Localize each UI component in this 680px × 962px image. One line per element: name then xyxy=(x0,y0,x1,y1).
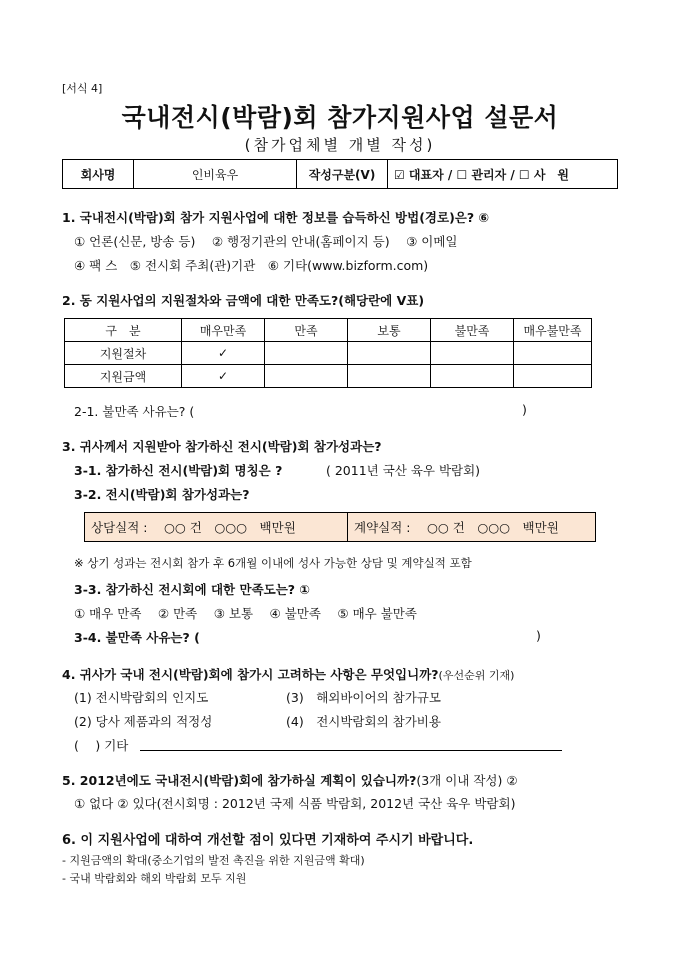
header-satisfied: 만족 xyxy=(265,319,348,342)
performance-table xyxy=(84,512,596,542)
header-very-satisfied: 매우만족 xyxy=(182,319,265,342)
q4-other: ( ) 기타 xyxy=(74,738,129,753)
page-subtitle: (참가업체별 개별 작성) xyxy=(244,136,436,154)
q3-question: 3. 귀사께서 지원받아 참가하신 전시(박람)회 참가성과는? xyxy=(62,439,382,454)
q2-question: 2. 동 지원사업의 지원절차와 금액에 대한 만족도?(해당란에 V표) xyxy=(62,293,425,308)
contract-result[interactable]: 계약실적 : ○○ 건 ○○○ 백만원 xyxy=(348,513,596,542)
empty-cell[interactable] xyxy=(431,365,514,388)
empty-cell[interactable] xyxy=(348,342,431,365)
q4-option-3: (3) 해외바이어의 참가규모 xyxy=(286,690,441,705)
empty-cell[interactable] xyxy=(265,342,348,365)
q3-4-close: ) xyxy=(536,628,541,643)
company-label: 회사명 xyxy=(63,160,134,189)
table-row xyxy=(65,365,592,388)
satisfaction-table xyxy=(64,318,592,388)
q5-question-suffix: (3개 이내 작성) ② xyxy=(416,773,518,788)
header-category: 구 분 xyxy=(65,319,182,342)
q2-1-question: 2-1. 불만족 사유는? ( xyxy=(74,404,195,419)
q1-options-line1: ① 언론(신문, 방송 등) ② 행정기관의 안내(홈페이지 등) ③ 이메일 xyxy=(74,234,458,249)
q3-1-question: 3-1. 참가하신 전시(박람)회 명칭은 ? xyxy=(74,463,283,478)
q6-answer-1: - 지원금액의 확대(중소기업의 발전 촉진을 위한 지원금액 확대) xyxy=(62,854,365,867)
q3-3-question: 3-3. 참가하신 전시회에 대한 만족도는? ① xyxy=(74,582,310,597)
company-value[interactable]: 인비육우 xyxy=(134,160,297,189)
check-mark[interactable]: ✓ xyxy=(182,365,265,388)
empty-cell[interactable] xyxy=(514,342,592,365)
empty-cell[interactable] xyxy=(431,342,514,365)
row-label: 지원금액 xyxy=(65,365,182,388)
q1-options-line2: ④ 팩 스 ⑤ 전시회 주최(관)기관 ⑥ 기타(www.bizform.com) xyxy=(74,258,429,273)
q3-4-question: 3-4. 불만족 사유는? ( xyxy=(74,630,200,645)
header-normal: 보통 xyxy=(348,319,431,342)
q4-question-suffix: (우선순위 기재) xyxy=(438,669,515,682)
q5-answer[interactable]: ① 없다 ② 있다(전시회명 : 2012년 국제 식품 박람회, 2012년 국산 육우 박람회) xyxy=(74,796,516,811)
writer-label: 작성구분(V) xyxy=(297,160,388,189)
table-row xyxy=(65,342,592,365)
q4-question xyxy=(62,664,514,683)
q5-question xyxy=(62,770,518,789)
q6-answer-2: - 국내 박람회와 해외 박람회 모두 지원 xyxy=(62,872,247,885)
check-mark[interactable]: ✓ xyxy=(182,342,265,365)
page-title: 국내전시(박람)회 참가지원사업 설문서 xyxy=(121,103,559,132)
header-dissatisfied: 불만족 xyxy=(431,319,514,342)
q2-1-close: ) xyxy=(522,402,527,417)
q4-option-4: (4) 전시박람회의 참가비용 xyxy=(286,714,441,729)
empty-cell[interactable] xyxy=(514,365,592,388)
q5-question-text: 5. 2012년에도 국내전시(박람)회에 참가하실 계획이 있습니까? xyxy=(62,773,417,788)
q4-option-2: (2) 당사 제품과의 적정성 xyxy=(74,714,213,729)
header-very-dissatisfied: 매우불만족 xyxy=(514,319,592,342)
q3-note: ※ 상기 성과는 전시회 참가 후 6개월 이내에 성사 가능한 상담 및 계약실적 포함 xyxy=(74,556,472,570)
row-label: 지원절차 xyxy=(65,342,182,365)
empty-cell[interactable] xyxy=(265,365,348,388)
q1-question: 1. 국내전시(박람)회 참가 지원사업에 대한 정보를 습득하신 방법(경로)은? ⑥ xyxy=(62,210,490,225)
q3-2-question: 3-2. 전시(박람)회 참가성과는? xyxy=(74,487,250,502)
q3-3-options: ① 매우 만족 ② 만족 ③ 보통 ④ 불만족 ⑤ 매우 불만족 xyxy=(74,606,417,621)
consultation-result[interactable]: 상담실적 : ○○ 건 ○○○ 백만원 xyxy=(85,513,348,542)
q4-question-text: 4. 귀사가 국내 전시(박람)회에 참가시 고려하는 사항은 무엇입니까? xyxy=(62,667,439,682)
q4-option-1: (1) 전시박람회의 인지도 xyxy=(74,690,209,705)
satisfaction-header-row xyxy=(65,319,592,342)
info-table xyxy=(62,159,618,189)
form-number: [서식 4] xyxy=(62,82,103,95)
q6-question: 6. 이 지원사업에 대하여 개선할 점이 있다면 기재하여 주시기 바랍니다. xyxy=(62,833,474,848)
q4-other-line[interactable] xyxy=(140,750,562,751)
writer-options[interactable]: ☑ 대표자 / ☐ 관리자 / ☐ 사 원 xyxy=(388,160,618,189)
q3-1-answer[interactable]: ( 2011년 국산 육우 박람회) xyxy=(326,463,481,478)
empty-cell[interactable] xyxy=(348,365,431,388)
